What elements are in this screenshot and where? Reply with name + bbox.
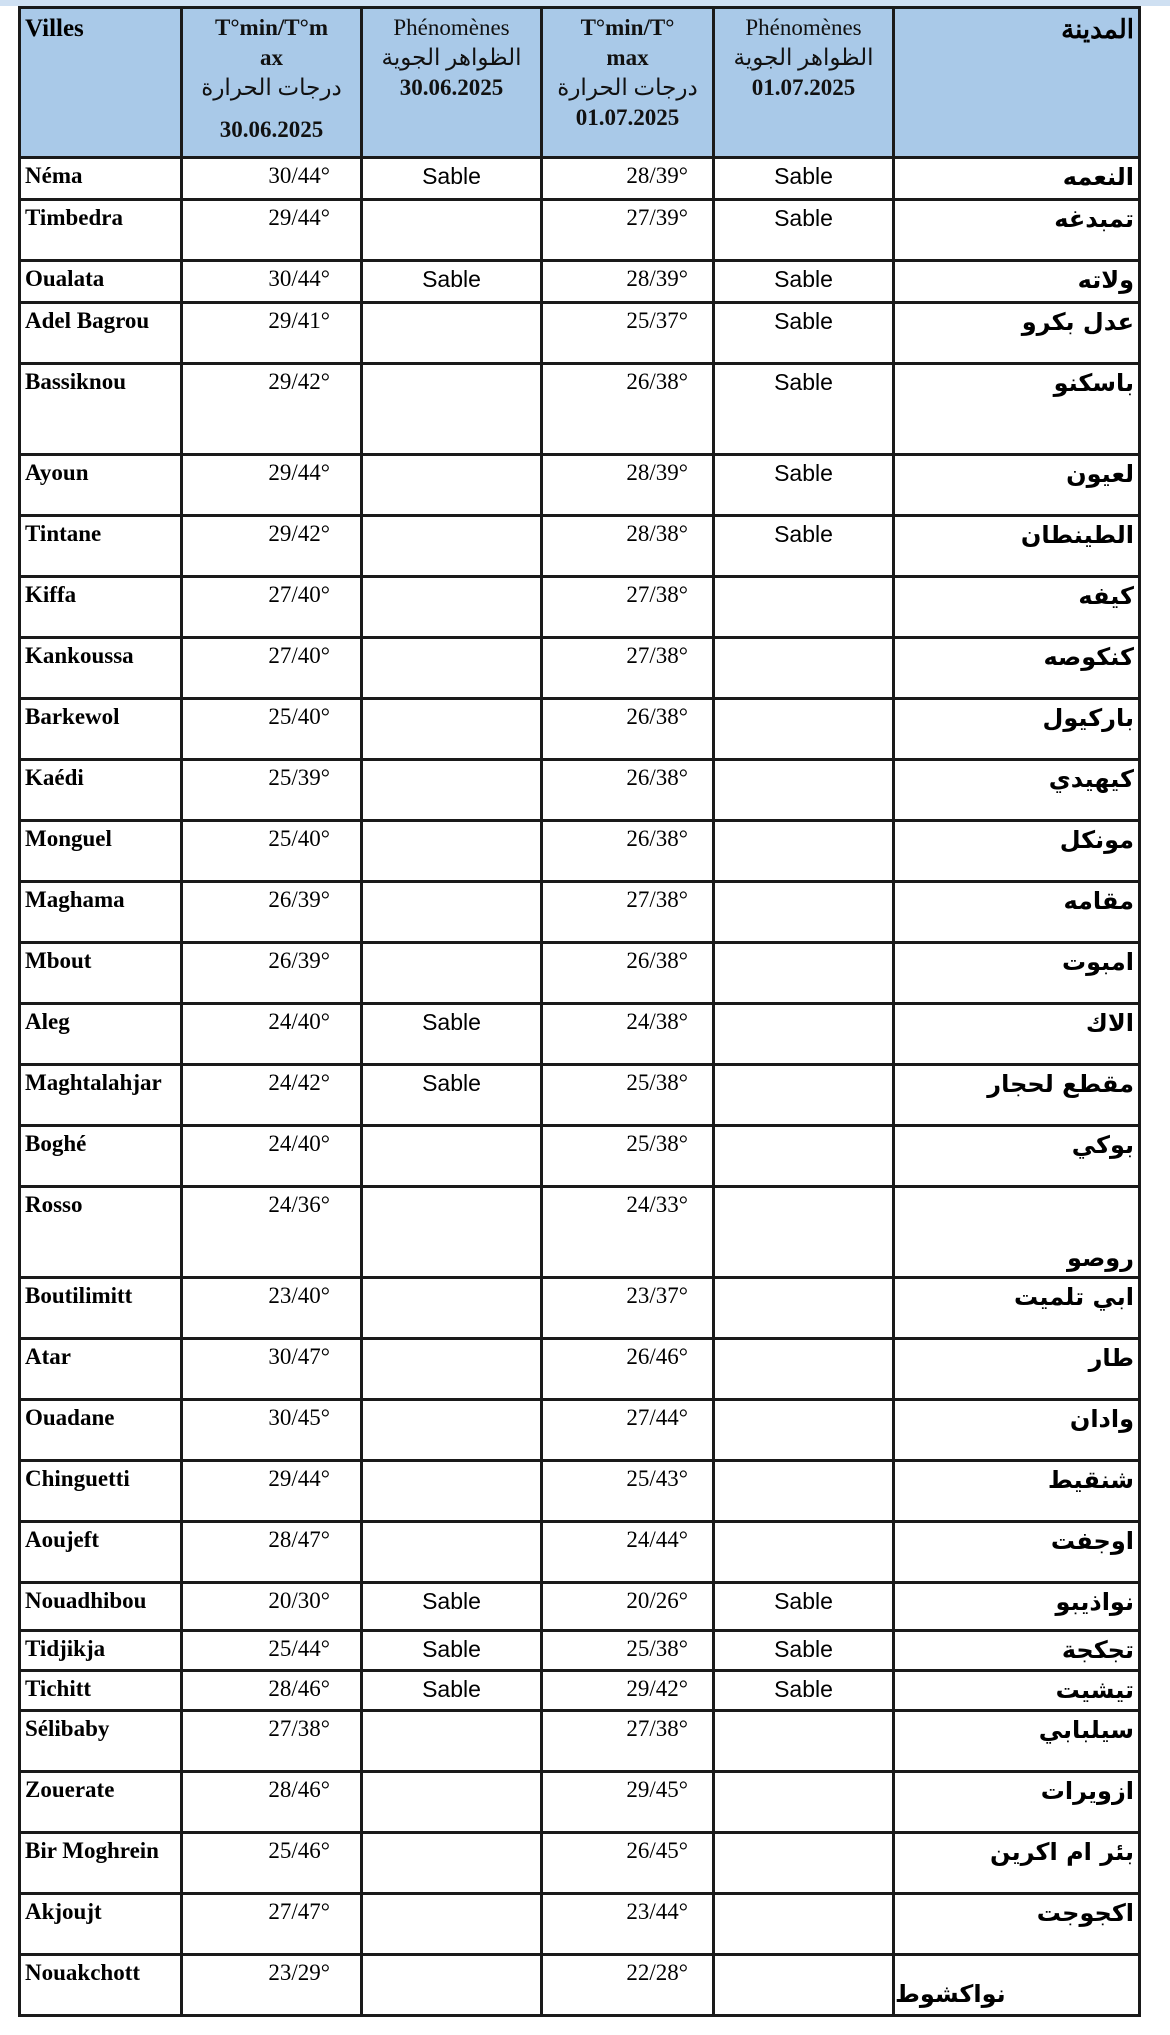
city-name-ar: لعيون: [894, 455, 1140, 516]
temp-day2: 20/26°: [542, 1583, 714, 1631]
header-temp-day2: T°min/T° max درجات الحرارة 01.07.2025: [542, 8, 714, 158]
phenomenon-day1: [362, 577, 542, 638]
phenomenon-day2: [714, 821, 894, 882]
temp-day1: 28/47°: [182, 1522, 362, 1583]
temp-day1: 30/44°: [182, 158, 362, 200]
city-name: Boghé: [20, 1126, 182, 1187]
table-row: [20, 516, 1140, 577]
city-name-ar: امبوت: [894, 943, 1140, 1004]
city-name: Aoujeft: [20, 1522, 182, 1583]
temp-day1: 25/46°: [182, 1833, 362, 1894]
header-temp-day1: T°min/T°m ax درجات الحرارة 30.06.2025: [182, 8, 362, 158]
table-row: [20, 455, 1140, 516]
temp-day1: 23/40°: [182, 1278, 362, 1339]
phenomenon-day1: [362, 1126, 542, 1187]
temp-day1: 27/40°: [182, 577, 362, 638]
city-name: Boutilimitt: [20, 1278, 182, 1339]
city-name-ar: اكجوجت: [894, 1894, 1140, 1955]
city-name-ar: مقامه: [894, 882, 1140, 943]
phenomenon-day1: [362, 699, 542, 760]
city-name-ar: الطينطان: [894, 516, 1140, 577]
temp-day1: 28/46°: [182, 1671, 362, 1711]
city-name-ar: باركيول: [894, 699, 1140, 760]
phenomenon-day1: Sable: [362, 1065, 542, 1126]
phenomenon-day1: [362, 638, 542, 699]
temp-day2: 26/38°: [542, 364, 714, 455]
phenomenon-day2: [714, 1833, 894, 1894]
temp-day2: 24/38°: [542, 1004, 714, 1065]
phenomenon-day2: Sable: [714, 364, 894, 455]
temp-day1: 26/39°: [182, 882, 362, 943]
table-row: [20, 760, 1140, 821]
city-name: Bassiknou: [20, 364, 182, 455]
phenomenon-day2: [714, 1400, 894, 1461]
temp-day2: 26/38°: [542, 821, 714, 882]
phenomenon-day1: [362, 1894, 542, 1955]
table-row: [20, 1339, 1140, 1400]
table-row: [20, 1583, 1140, 1631]
table-row: [20, 261, 1140, 303]
temp-day2: 25/38°: [542, 1126, 714, 1187]
city-name-ar: ولاته: [894, 261, 1140, 303]
temp-day2: 26/38°: [542, 699, 714, 760]
temp-day1: 29/44°: [182, 455, 362, 516]
city-name: Chinguetti: [20, 1461, 182, 1522]
temp-day1: 27/38°: [182, 1711, 362, 1772]
table-row: [20, 1894, 1140, 1955]
table-row: [20, 1711, 1140, 1772]
temp-day2: 27/38°: [542, 1711, 714, 1772]
city-name-ar: اوجفت: [894, 1522, 1140, 1583]
phenomenon-day1: [362, 200, 542, 261]
temp-day1: 24/42°: [182, 1065, 362, 1126]
phenomenon-day1: Sable: [362, 1671, 542, 1711]
phenomenon-day2: Sable: [714, 303, 894, 364]
city-name: Zouerate: [20, 1772, 182, 1833]
city-name-ar: كيفه: [894, 577, 1140, 638]
city-name-ar: تيشيت: [894, 1671, 1140, 1711]
temp-day2: 26/38°: [542, 760, 714, 821]
table-row: [20, 1187, 1140, 1278]
phenomenon-day1: [362, 760, 542, 821]
city-name: Mbout: [20, 943, 182, 1004]
temp-day1: 23/29°: [182, 1955, 362, 2016]
city-name: Kaédi: [20, 760, 182, 821]
header-phen-day1: Phénomènes الظواهر الجوية 30.06.2025: [362, 8, 542, 158]
temp-day1: 24/40°: [182, 1126, 362, 1187]
city-name: Nouadhibou: [20, 1583, 182, 1631]
city-name: Tintane: [20, 516, 182, 577]
temp-day1: 27/47°: [182, 1894, 362, 1955]
city-name-ar: تجكجة: [894, 1631, 1140, 1671]
phenomenon-day1: [362, 882, 542, 943]
phenomenon-day1: [362, 1833, 542, 1894]
phenomenon-day1: [362, 943, 542, 1004]
city-name: Ouadane: [20, 1400, 182, 1461]
phenomenon-day1: [362, 1955, 542, 2016]
phenomenon-day2: [714, 699, 894, 760]
city-name-ar: النعمه: [894, 158, 1140, 200]
temp-day2: 29/45°: [542, 1772, 714, 1833]
temp-day1: 25/40°: [182, 821, 362, 882]
temp-day2: 27/38°: [542, 882, 714, 943]
phenomenon-day1: [362, 1772, 542, 1833]
city-name: Oualata: [20, 261, 182, 303]
city-name-ar: الاك: [894, 1004, 1140, 1065]
city-name: Tichitt: [20, 1671, 182, 1711]
temp-day2: 24/44°: [542, 1522, 714, 1583]
temp-day1: 29/42°: [182, 516, 362, 577]
phenomenon-day2: [714, 1065, 894, 1126]
temp-day2: 27/39°: [542, 200, 714, 261]
city-name-ar: ازويرات: [894, 1772, 1140, 1833]
phenomenon-day2: [714, 943, 894, 1004]
temp-day1: 29/42°: [182, 364, 362, 455]
phenomenon-day2: [714, 1187, 894, 1278]
table-row: [20, 577, 1140, 638]
city-name: Monguel: [20, 821, 182, 882]
table-row: [20, 200, 1140, 261]
header-villes: Villes: [20, 8, 182, 158]
phenomenon-day1: [362, 821, 542, 882]
city-name: Tidjikja: [20, 1631, 182, 1671]
temp-day2: 26/38°: [542, 943, 714, 1004]
temp-day2: 25/38°: [542, 1065, 714, 1126]
table-row: [20, 1065, 1140, 1126]
table-row: [20, 1278, 1140, 1339]
temp-day1: 29/44°: [182, 200, 362, 261]
table-row: [20, 364, 1140, 455]
temp-day2: 25/38°: [542, 1631, 714, 1671]
city-name-ar: تمبدغه: [894, 200, 1140, 261]
city-name-ar: نواذيبو: [894, 1583, 1140, 1631]
phenomenon-day2: [714, 1955, 894, 2016]
phenomenon-day1: [362, 1461, 542, 1522]
city-name: Akjoujt: [20, 1894, 182, 1955]
phenomenon-day2: [714, 638, 894, 699]
city-name-ar: سيلبابي: [894, 1711, 1140, 1772]
table-row: [20, 1461, 1140, 1522]
city-name-ar: بئر ام اكرين: [894, 1833, 1140, 1894]
temp-day2: 27/44°: [542, 1400, 714, 1461]
temp-day1: 28/46°: [182, 1772, 362, 1833]
temp-day2: 28/39°: [542, 455, 714, 516]
city-name-ar: باسكنو: [894, 364, 1140, 455]
temp-day1: 26/39°: [182, 943, 362, 1004]
table-row: [20, 158, 1140, 200]
temp-day1: 30/47°: [182, 1339, 362, 1400]
city-name-ar: بوكي: [894, 1126, 1140, 1187]
header-row: [20, 8, 1140, 158]
temp-day2: 23/44°: [542, 1894, 714, 1955]
temp-day2: 25/43°: [542, 1461, 714, 1522]
city-name-ar: كنكوصه: [894, 638, 1140, 699]
city-name-ar: كيهيدي: [894, 760, 1140, 821]
table-row: [20, 943, 1140, 1004]
phenomenon-day1: Sable: [362, 261, 542, 303]
temp-day2: 28/39°: [542, 158, 714, 200]
table-row: [20, 1004, 1140, 1065]
phenomenon-day1: [362, 303, 542, 364]
temp-day1: 25/39°: [182, 760, 362, 821]
phenomenon-day2: Sable: [714, 200, 894, 261]
phenomenon-day2: Sable: [714, 1631, 894, 1671]
table-row: [20, 1955, 1140, 2016]
phenomenon-day1: [362, 364, 542, 455]
header-phen-day2: Phénomènes الظواهر الجوية 01.07.2025: [714, 8, 894, 158]
phenomenon-day2: [714, 882, 894, 943]
city-name-ar: مقطع لحجار: [894, 1065, 1140, 1126]
weather-table: [18, 6, 1141, 2017]
city-name: Maghama: [20, 882, 182, 943]
table-row: [20, 303, 1140, 364]
city-name-ar: شنقيط: [894, 1461, 1140, 1522]
city-name: Ayoun: [20, 455, 182, 516]
phenomenon-day2: [714, 1894, 894, 1955]
phenomenon-day1: [362, 1339, 542, 1400]
city-name: Barkewol: [20, 699, 182, 760]
table-row: [20, 821, 1140, 882]
table-row: [20, 1772, 1140, 1833]
city-name: Sélibaby: [20, 1711, 182, 1772]
temp-day1: 25/44°: [182, 1631, 362, 1671]
city-name-ar: نواكشوط: [894, 1955, 1140, 2016]
temp-day2: 24/33°: [542, 1187, 714, 1278]
phenomenon-day2: [714, 1004, 894, 1065]
city-name-ar: عدل بكرو: [894, 303, 1140, 364]
city-name-ar: مونكل: [894, 821, 1140, 882]
table-row: [20, 1126, 1140, 1187]
table-row: [20, 882, 1140, 943]
temp-day1: 29/44°: [182, 1461, 362, 1522]
city-name: Bir Moghrein: [20, 1833, 182, 1894]
temp-day2: 27/38°: [542, 638, 714, 699]
temp-day1: 24/36°: [182, 1187, 362, 1278]
temp-day1: 25/40°: [182, 699, 362, 760]
phenomenon-day1: [362, 1187, 542, 1278]
phenomenon-day2: Sable: [714, 455, 894, 516]
temp-day2: 26/46°: [542, 1339, 714, 1400]
city-name: Maghtalahjar: [20, 1065, 182, 1126]
temp-day1: 29/41°: [182, 303, 362, 364]
phenomenon-day1: Sable: [362, 1631, 542, 1671]
table-row: [20, 1671, 1140, 1711]
phenomenon-day1: Sable: [362, 1004, 542, 1065]
phenomenon-day1: Sable: [362, 1583, 542, 1631]
temp-day1: 20/30°: [182, 1583, 362, 1631]
phenomenon-day1: [362, 1711, 542, 1772]
city-name: Rosso: [20, 1187, 182, 1278]
table-row: [20, 1833, 1140, 1894]
phenomenon-day2: Sable: [714, 1671, 894, 1711]
table-row: [20, 638, 1140, 699]
table-row: [20, 1631, 1140, 1671]
table-row: [20, 1400, 1140, 1461]
phenomenon-day2: Sable: [714, 1583, 894, 1631]
city-name: Aleg: [20, 1004, 182, 1065]
city-name: Nouakchott: [20, 1955, 182, 2016]
phenomenon-day2: Sable: [714, 158, 894, 200]
phenomenon-day1: [362, 1400, 542, 1461]
phenomenon-day1: [362, 1522, 542, 1583]
temp-day2: 25/37°: [542, 303, 714, 364]
phenomenon-day2: [714, 760, 894, 821]
phenomenon-day2: [714, 1711, 894, 1772]
phenomenon-day2: Sable: [714, 516, 894, 577]
temp-day1: 30/45°: [182, 1400, 362, 1461]
city-name: Adel Bagrou: [20, 303, 182, 364]
city-name: Kiffa: [20, 577, 182, 638]
phenomenon-day2: Sable: [714, 261, 894, 303]
phenomenon-day1: [362, 516, 542, 577]
temp-day2: 23/37°: [542, 1278, 714, 1339]
temp-day1: 30/44°: [182, 261, 362, 303]
temp-day2: 26/45°: [542, 1833, 714, 1894]
city-name-ar: ابي تلميت: [894, 1278, 1140, 1339]
city-name-ar: وادان: [894, 1400, 1140, 1461]
phenomenon-day2: [714, 1522, 894, 1583]
city-name-ar: طار: [894, 1339, 1140, 1400]
temp-day1: 24/40°: [182, 1004, 362, 1065]
temp-day2: 28/39°: [542, 261, 714, 303]
city-name: Atar: [20, 1339, 182, 1400]
table-row: [20, 1522, 1140, 1583]
city-name: Néma: [20, 158, 182, 200]
table-row: [20, 699, 1140, 760]
phenomenon-day1: [362, 1278, 542, 1339]
phenomenon-day2: [714, 1772, 894, 1833]
phenomenon-day1: [362, 455, 542, 516]
temp-day2: 28/38°: [542, 516, 714, 577]
temp-day2: 22/28°: [542, 1955, 714, 2016]
city-name-ar: روصو: [894, 1187, 1140, 1278]
phenomenon-day1: Sable: [362, 158, 542, 200]
temp-day1: 27/40°: [182, 638, 362, 699]
phenomenon-day2: [714, 1278, 894, 1339]
phenomenon-day2: [714, 1126, 894, 1187]
phenomenon-day2: [714, 577, 894, 638]
header-city-ar: المدينة: [894, 8, 1140, 158]
phenomenon-day2: [714, 1461, 894, 1522]
city-name: Timbedra: [20, 200, 182, 261]
temp-day2: 29/42°: [542, 1671, 714, 1711]
temp-day2: 27/38°: [542, 577, 714, 638]
phenomenon-day2: [714, 1339, 894, 1400]
city-name: Kankoussa: [20, 638, 182, 699]
table-body: [20, 158, 1140, 2016]
